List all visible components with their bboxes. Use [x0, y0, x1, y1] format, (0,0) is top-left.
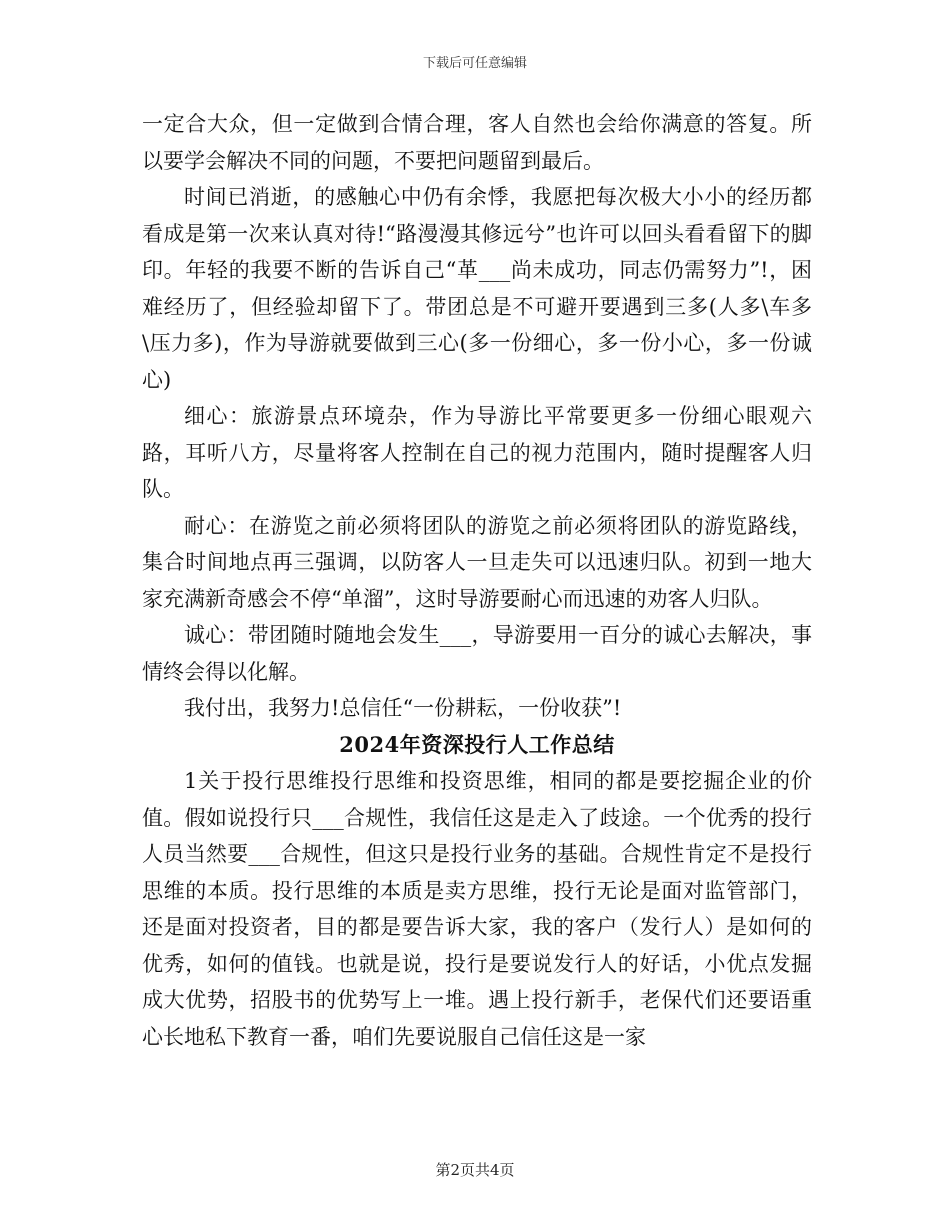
paragraph-2: 时间已消逝，的感触心中仍有余悸，我愿把每次极大小小的经历都看成是第一次来认真对待!“路漫漫其修远兮”也许可以回头看看留下的脚印。年轻的我要不断的告诉自己“革___尚未成功，同志仍需努力”!，困难经历了，但经验却留下了。带团总是不可避开要遇到三多(人多\车多\压力多)，作为导游就要做到三心(多一份细心，多一份小心，多一份诚心) — [142, 185, 812, 392]
paragraph-4: 耐心：在游览之前必须将团队的游览之前必须将团队的游览路线，集合时间地点再三强调，以防客人一旦走失可以迅速归队。初到一地大家充满新奇感会不停“单溜”，这时导游要耐心而迅速的劝客人归队。 — [142, 513, 812, 611]
paragraph-3: 细心：旅游景点环境杂，作为导游比平常要更多一份细心眼观六路，耳听八方，尽量将客人控制在自己的视力范围内，随时提醒客人归队。 — [142, 404, 812, 501]
page-header-note: 下载后可任意编辑 — [422, 56, 527, 71]
page-number-footer: 第2页共4页 — [435, 1161, 515, 1179]
paragraph-1: 一定合大众，但一定做到合情合理，客人自然也会给你满意的答复。所以要学会解决不同的问题，不要把问题留到最后。 — [142, 112, 812, 173]
document-body — [142, 106, 812, 1055]
paragraph-5: 诚心：带团随时随地会发生___，导游要用一百分的诚心去解决，事情终会得以化解。 — [142, 623, 812, 684]
section-title: 2024年资深投行人工作总结 — [339, 731, 615, 757]
section-paragraph: 1关于投行思维投行思维和投资思维，相同的都是要挖掘企业的价值。假如说投行只___合规性，我信任这是走入了歧途。一个优秀的投行人员当然要___合规性，但这只是投行业务的基础。合规性肯定不是投行思维的本质。投行思维的本质是卖方思维，投行无论是面对监管部门，还是面对投资者，目的都是要告诉大家，我的客户（发行人）是如何的优秀，如何的值钱。也就是说，投行是要说发行人的好话，小优点发掘成大优势，招股书的优势写上一堆。遇上投行新手，老保代们还要语重心长地私下教育一番，咱们先要说服自己信任这是一家 — [142, 769, 812, 1049]
paragraph-6: 我付出，我努力!总信任“一份耕耘，一份收获”! — [184, 696, 622, 720]
